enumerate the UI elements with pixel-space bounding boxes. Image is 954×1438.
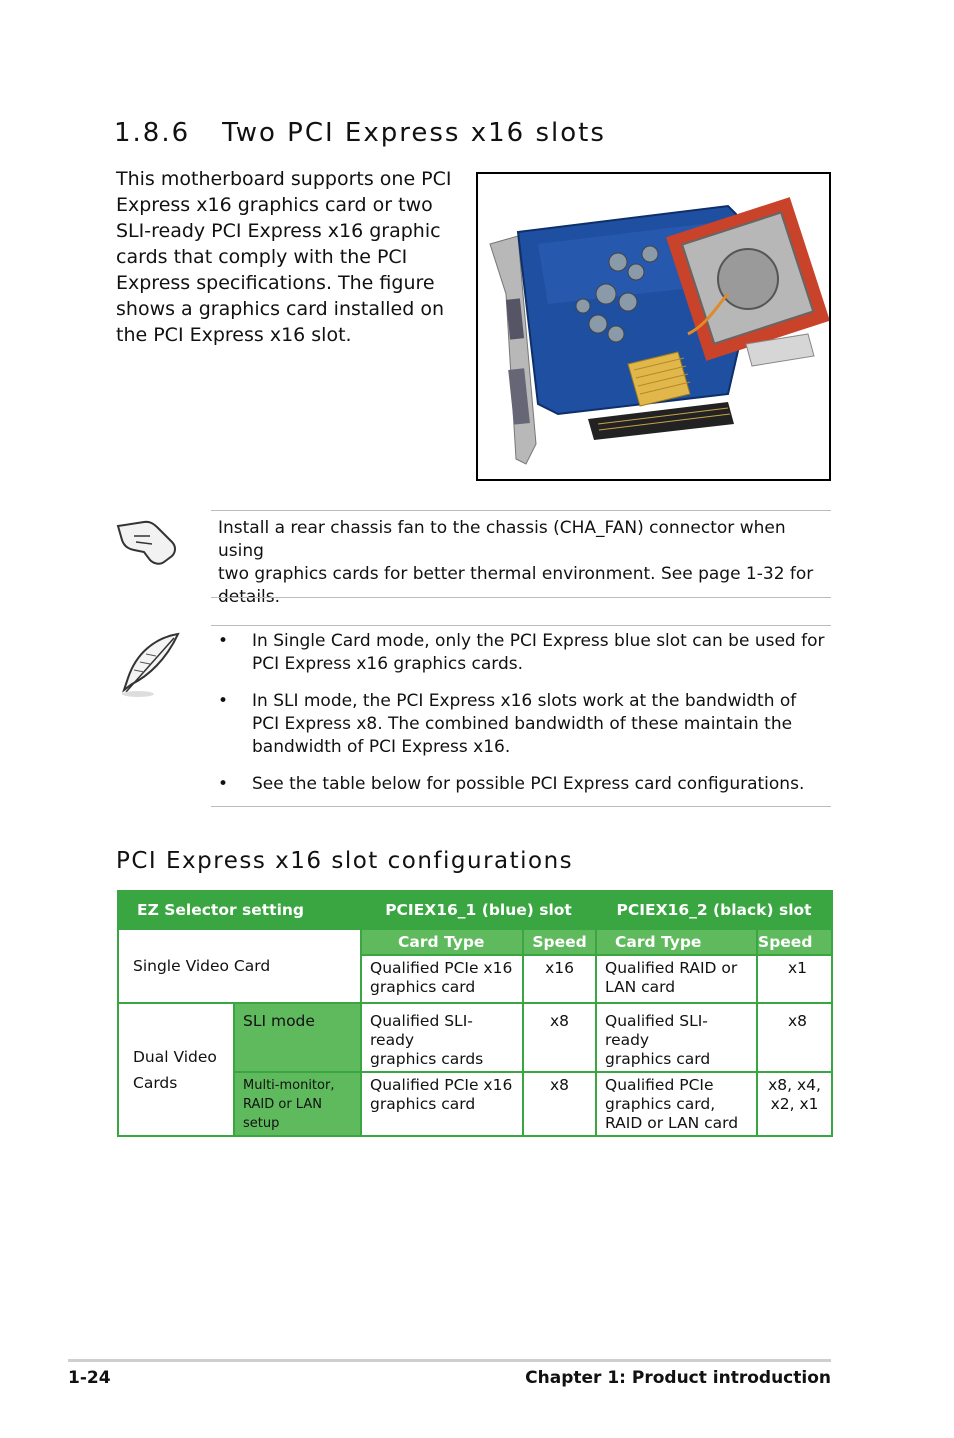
sli-mode-label: SLI mode	[234, 1003, 361, 1072]
multi-slot1-card-type	[361, 1072, 523, 1136]
bullet-line: See the table below for possible PCI Express card configurations.	[252, 774, 805, 794]
cell-line: graphics card	[370, 1095, 476, 1113]
cell-line: x2, x1	[770, 1095, 819, 1113]
bullet-line: bandwidth of PCI Express x16.	[252, 737, 511, 757]
header-ez-selector: EZ Selector setting	[118, 891, 361, 929]
cell-line: Multi-monitor,	[243, 1078, 335, 1093]
cell-line: Qualified SLI-ready	[370, 1012, 473, 1049]
intro-line: cards that comply with the PCI	[116, 246, 408, 268]
note2-top-divider	[211, 625, 831, 626]
footer-chapter-title: Chapter 1: Product introduction	[525, 1368, 831, 1388]
intro-line: the PCI Express x16 slot.	[116, 324, 352, 346]
bullet-line: In SLI mode, the PCI Express x16 slots work at the bandwidth of	[252, 691, 797, 711]
multi-slot2-card-type	[596, 1072, 757, 1136]
dual-video-cards-label	[118, 1003, 234, 1136]
bullet-line: PCI Express x16 graphics cards.	[252, 654, 524, 674]
note1-text	[218, 517, 832, 609]
cell-line: Qualified PCIe	[605, 1076, 714, 1094]
pcie-config-table	[117, 890, 833, 1137]
subheader-card-type-2: Card Type	[596, 929, 757, 955]
cell-line: Qualified PCIe x16	[370, 959, 513, 977]
cell-line: graphics card	[605, 1050, 711, 1068]
cell-line: LAN card	[605, 978, 676, 996]
section-heading	[114, 118, 606, 148]
multi-slot1-speed: x8	[523, 1072, 596, 1136]
note1-line: details.	[218, 587, 281, 607]
intro-line: shows a graphics card installed on	[116, 298, 445, 320]
single-slot2-card-type	[596, 955, 757, 1003]
note2-bottom-divider	[211, 806, 831, 807]
sli-slot1-card-type	[361, 1003, 523, 1072]
note1-top-divider	[211, 510, 831, 511]
subheader-card-type-1: Card Type	[361, 929, 523, 955]
note1-line: Install a rear chassis fan to the chassis (CHA_FAN) connector when using	[218, 518, 786, 561]
single-slot1-speed: x16	[523, 955, 596, 1003]
intro-paragraph	[116, 166, 466, 348]
table-heading: PCI Express x16 slot configurations	[116, 848, 574, 874]
subheader-speed-1: Speed	[523, 929, 596, 955]
single-slot2-speed: x1	[757, 955, 832, 1003]
note1-line: two graphics cards for better thermal environment. See page 1-32 for	[218, 564, 814, 584]
cell-line: setup	[243, 1116, 280, 1131]
intro-line: Express x16 graphics card or two	[116, 194, 433, 216]
note1-bottom-divider	[211, 597, 831, 598]
section-number: 1.8.6	[114, 118, 191, 148]
table-row	[118, 1003, 832, 1072]
graphics-card-figure	[476, 172, 831, 481]
footer-page-number: 1-24	[68, 1368, 111, 1388]
intro-line: SLI-ready PCI Express x16 graphic	[116, 220, 441, 242]
feather-quill-icon	[114, 630, 184, 704]
intro-line: This motherboard supports one PCI	[116, 168, 452, 190]
bullet-line: In Single Card mode, only the PCI Express blue slot can be used for	[252, 631, 825, 651]
cell-line: x8, x4,	[768, 1076, 821, 1094]
cell-line: Cards	[133, 1074, 178, 1092]
cell-line: Qualified SLI-ready	[605, 1012, 708, 1049]
cell-line: Dual Video	[133, 1048, 217, 1066]
cell-line: Qualified PCIe x16	[370, 1076, 513, 1094]
table-subheader-row	[118, 929, 832, 955]
single-slot1-card-type	[361, 955, 523, 1003]
section-title: Two PCI Express x16 slots	[222, 118, 606, 148]
header-slot1: PCIEX16_1 (blue) slot	[361, 891, 596, 929]
single-video-card-label: Single Video Card	[118, 929, 361, 1003]
multi-slot2-speed	[757, 1072, 832, 1136]
graphics-card-illustration	[478, 174, 829, 479]
sli-slot2-speed: x8	[757, 1003, 832, 1072]
table-header-row	[118, 891, 832, 929]
multi-monitor-mode-label	[234, 1072, 361, 1136]
cell-line: graphics card	[370, 978, 476, 996]
cell-line: Qualified RAID or	[605, 959, 738, 977]
bullet-dot: •	[218, 691, 229, 711]
bullet-dot: •	[218, 774, 229, 794]
sli-slot1-speed: x8	[523, 1003, 596, 1072]
bullet-item	[218, 630, 832, 676]
intro-line: Express specifications. The figure	[116, 272, 435, 294]
subheader-speed-2: Speed	[757, 929, 832, 955]
note2-bullets	[218, 630, 832, 796]
cell-line: RAID or LAN	[243, 1097, 322, 1112]
bullet-item	[218, 690, 832, 759]
cell-line: RAID or LAN card	[605, 1114, 739, 1132]
footer-rule	[68, 1359, 831, 1362]
cell-line: graphics card,	[605, 1095, 716, 1113]
bullet-line: PCI Express x8. The combined bandwidth of these maintain the	[252, 714, 793, 734]
cell-line: graphics cards	[370, 1050, 484, 1068]
bullet-item	[218, 773, 832, 796]
bullet-dot: •	[218, 631, 229, 651]
header-slot2: PCIEX16_2 (black) slot	[596, 891, 832, 929]
sli-slot2-card-type	[596, 1003, 757, 1072]
hand-pointing-icon	[114, 512, 180, 572]
